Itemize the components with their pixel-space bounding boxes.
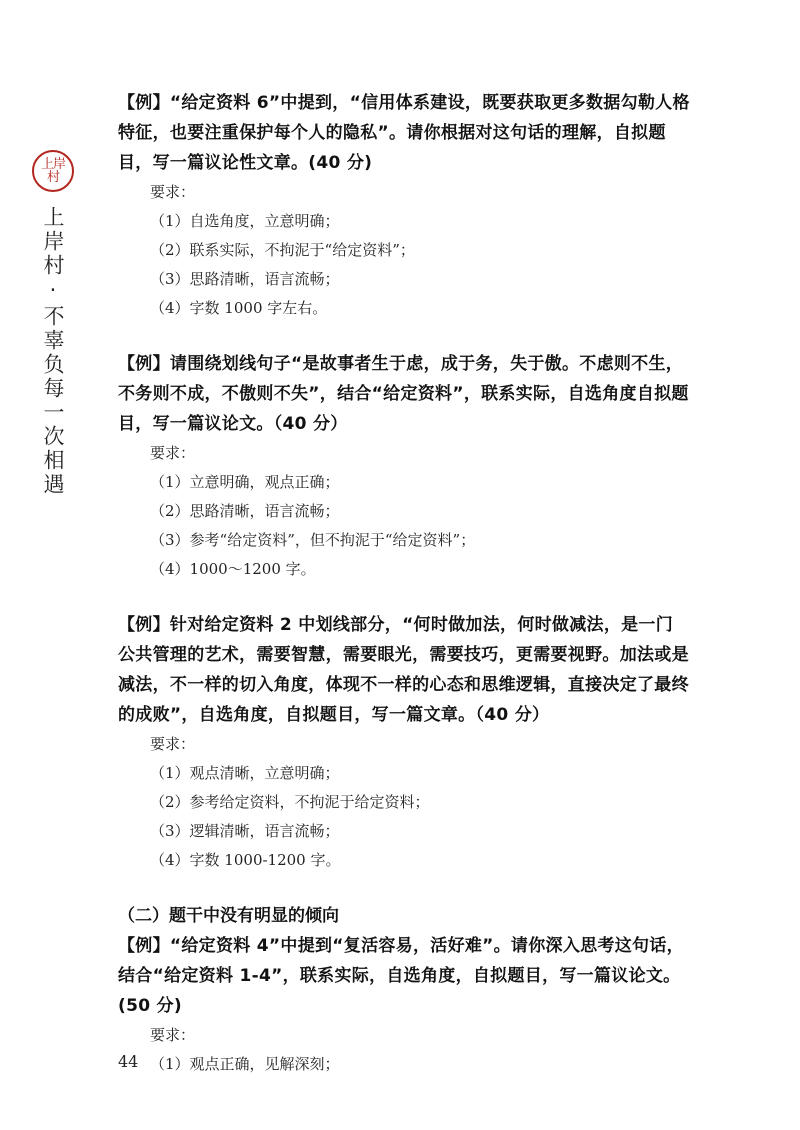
requirement-item: （4）字数 1000-1200 字。 [150, 851, 341, 869]
requirement-item: （2）联系实际，不拘泥于“给定资料”； [150, 241, 415, 259]
section-heading: （二）题干中没有明显的倾向 [118, 906, 339, 926]
sidebar [28, 150, 78, 497]
requirements-title: 要求： [150, 735, 196, 753]
requirements-title: 要求： [150, 1026, 196, 1044]
example-prompt: 【例】“给定资料 6”中提到，“信用体系建设，既要获取更多数据勾勒人格特征，也要注重保护每个人的隐私”。请你根据对这句话的理解，自拟题目，写一篇议论性文章。(40 分) [118, 93, 690, 173]
page-content [118, 88, 690, 1105]
example-prompt: 【例】“给定资料 4”中提到“复活容易，活好难”。请你深入思考这句话，结合“给定资料 1-4”，联系实际，自选角度，自拟题目，写一篇议论文。(50 分) [118, 936, 684, 1016]
requirement-item: （1）观点正确，见解深刻； [150, 1055, 340, 1073]
requirement-item: （1）观点清晰，立意明确； [150, 764, 340, 782]
example-block [118, 349, 690, 584]
requirement-item: （3）参考“给定资料”，但不拘泥于“给定资料”； [150, 531, 476, 549]
requirement-item: （1）自选角度，立意明确； [150, 212, 340, 230]
requirements-title: 要求： [150, 444, 196, 462]
requirements-title: 要求： [150, 183, 196, 201]
seal-stamp: 上岸村 [32, 150, 74, 192]
requirement-item: （2）思路清晰，语言流畅； [150, 502, 340, 520]
example-prompt: 【例】请围绕划线句子“是故事者生于虑，成于务，失于傲。不虑则不生，不务则不成，不傲则不失”，结合“给定资料”，联系实际，自选角度自拟题目，写一篇议论文。（40 分） [118, 354, 689, 434]
requirement-item: （4）1000～1200 字。 [150, 560, 316, 578]
requirement-item: （2）参考给定资料，不拘泥于给定资料； [150, 793, 430, 811]
example-prompt: 【例】针对给定资料 2 中划线部分，“何时做加法，何时做减法，是一门公共管理的艺术，需要智慧，需要眼光，需要技巧，更需要视野。加法或是减法，不一样的切入角度，体现不一样的心态和思维逻辑，直接决定了最终的成败”，自选角度，自拟题目，写一篇文章。（40 分） [118, 615, 689, 725]
requirement-item: （1）立意明确，观点正确； [150, 473, 340, 491]
example-block [118, 610, 690, 875]
requirement-item: （3）逻辑清晰，语言流畅； [150, 822, 340, 840]
section-block [118, 901, 690, 1079]
requirement-item: （4）字数 1000 字左右。 [150, 299, 328, 317]
page-number: 44 [118, 1052, 139, 1071]
example-block [118, 88, 690, 323]
sidebar-slogan: 上岸村·不辜负每一次相遇 [41, 206, 65, 497]
requirement-item: （3）思路清晰，语言流畅； [150, 270, 340, 288]
